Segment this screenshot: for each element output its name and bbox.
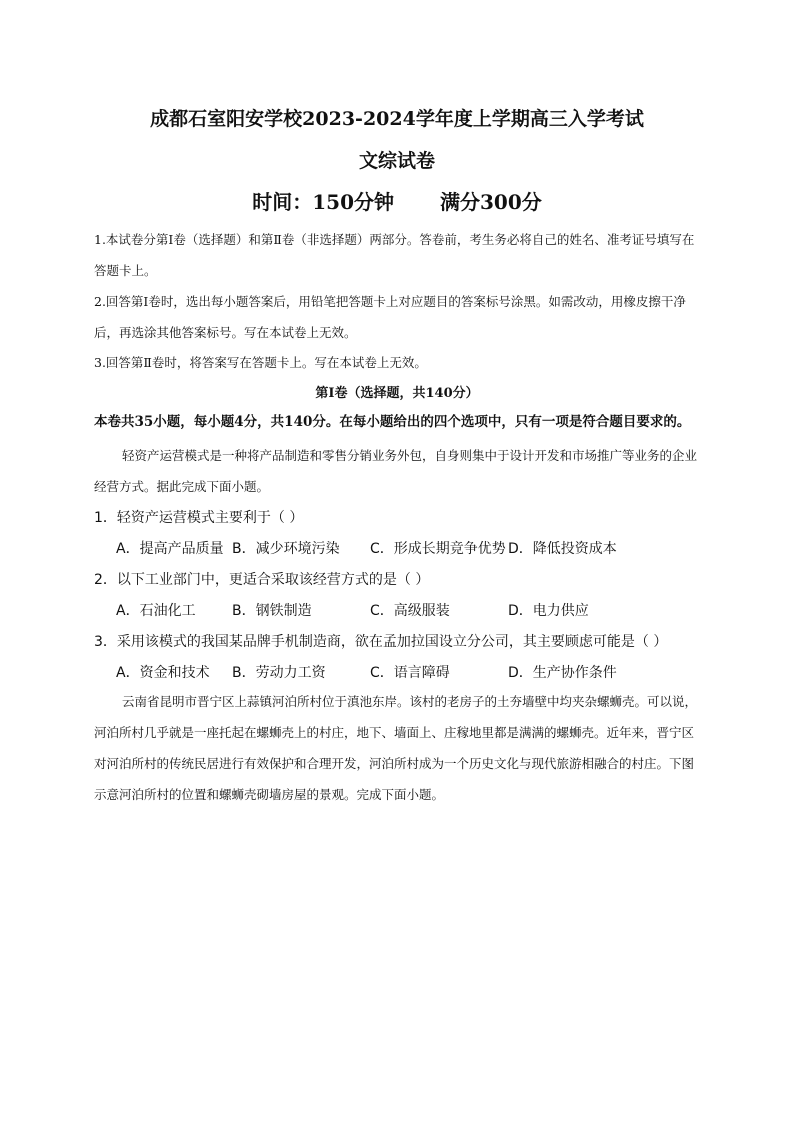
question-2-stem: 2．以下工业部门中，更适合采取该经营方式的是（ ）: [94, 572, 430, 588]
question-1-options: [116, 538, 716, 558]
question-3-stem: 3．采用该模式的我国某品牌手机制造商，欲在孟加拉国设立分公司，其主要顾虑可能是（ ）: [94, 634, 668, 650]
instruction-note-2: 2.回答第Ⅰ卷时，选出每小题答案后，用铅笔把答题卡上对应题目的答案标号涂黑。如需改动，用橡皮擦干净后，再选涂其他答案标号。写在本试卷上无效。: [94, 294, 686, 340]
question-2-option-c: C．高级服装: [370, 603, 450, 619]
question-1-option-d: D．降低投资成本: [508, 541, 617, 557]
instruction-note-3: 3.回答第Ⅱ卷时，将答案写在答题卡上。写在本试卷上无效。: [94, 355, 427, 370]
question-2-option-d: D．电力供应: [508, 603, 589, 619]
question-3-option-b: B．劳动力工资: [232, 665, 326, 681]
question-3-option-c: C．语言障碍: [370, 665, 450, 681]
instruction-note-1: 1.本试卷分第Ⅰ卷（选择题）和第Ⅱ卷（非选择题）两部分。答卷前，考生务必将自己的姓名、准考证号填写在答题卡上。: [94, 232, 695, 278]
exam-title: 成都石室阳安学校2023-2024学年度上学期高三入学考试: [150, 108, 644, 130]
exam-time: 时间：150分钟: [252, 190, 394, 214]
question-1-option-a: A．提高产品质量: [116, 541, 224, 557]
question-3-options: [116, 662, 716, 682]
question-2-options: [116, 600, 716, 620]
section-instruction: 本卷共35小题，每小题4分，共140分。在每小题给出的四个选项中，只有一项是符合题目要求的。: [94, 414, 691, 430]
exam-full-score: 满分300分: [440, 190, 542, 214]
question-2-option-a: A．石油化工: [116, 603, 196, 619]
passage-1: 轻资产运营模式是一种将产品制造和零售分销业务外包，自身则集中于设计开发和市场推广等业务的企业经营方式。据此完成下面小题。: [94, 448, 698, 494]
exam-time-score: [0, 186, 794, 215]
question-3-option-a: A．资金和技术: [116, 665, 210, 681]
question-1-option-b: B．减少环境污染: [232, 541, 340, 557]
question-2-option-b: B．钢铁制造: [232, 603, 312, 619]
question-1-stem: 1．轻资产运营模式主要利于（ ）: [94, 510, 304, 526]
passage-2: 云南省昆明市晋宁区上蒜镇河泊所村位于滇池东岸。该村的老房子的土夯墙壁中均夹杂螺蛳壳。可以说，河泊所村几乎就是一座托起在螺蛳壳上的村庄，地下、墙面上、庄稼地里都是满满的螺蛳壳。近年来，晋宁区对河泊所村的传统民居进行有效保护和合理开发，河泊所村成为一个历史文化与现代旅游相融合的村庄。下图示意河泊所村的位置和螺蛳壳砌墙房屋的景观。完成下面小题。: [94, 694, 698, 802]
question-3-option-d: D．生产协作条件: [508, 665, 617, 681]
question-1-option-c: C．形成长期竞争优势: [370, 541, 506, 557]
section-header: 第Ⅰ卷（选择题，共140分）: [315, 386, 479, 401]
exam-subject: 文综试卷: [358, 150, 435, 172]
